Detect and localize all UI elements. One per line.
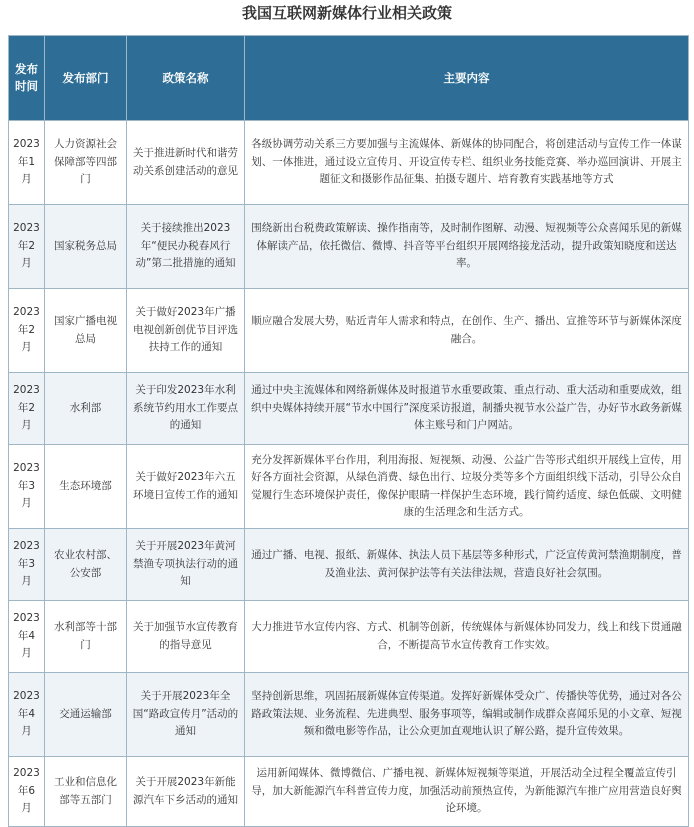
cell-dept: 水利部等十部门 bbox=[45, 601, 127, 673]
cell-content: 各级协调劳动关系三方要加强与主流媒体、新媒体的协同配合，将创建活动与宣传工作一体谋划、一体推进，通过设立宣传月、开设宣传专栏、组织业务技能竞赛、举办巡回演讲、开展主题征文和摄影作品征集、拍摄专题片、培育教育实践基地等方式 bbox=[245, 121, 689, 205]
cell-date: 2023年3月 bbox=[9, 445, 45, 529]
cell-dept: 工业和信息化部等五部门 bbox=[45, 757, 127, 827]
table-row bbox=[9, 673, 689, 757]
cell-dept: 水利部 bbox=[45, 373, 127, 445]
cell-policy-name: 关于印发2023年水利系统节约用水工作要点的通知 bbox=[127, 373, 245, 445]
cell-content: 通过中央主流媒体和网络新媒体及时报道节水重要政策、重点行动、重大活动和重要成效，组织中央媒体持续开展“节水中国行”深度采访报道，制播央视节水公益广告，办好节水政务新媒体主账号和门户网站。 bbox=[245, 373, 689, 445]
cell-content: 大力推进节水宣传内容、方式、机制等创新，传统媒体与新媒体协同发力，线上和线下贯通融合，不断提高节水宣传教育工作实效。 bbox=[245, 601, 689, 673]
cell-policy-name: 关于开展2023年新能源汽车下乡活动的通知 bbox=[127, 757, 245, 827]
cell-content: 充分发挥新媒体平台作用，利用海报、短视频、动漫、公益广告等形式组织开展线上宣传，用好各方面社会资源，从绿色消费、绿色出行、垃圾分类等多个方面组织线下活动，引导公众自觉履行生态环境保护责任，像保护眼睛一样保护生态环境，践行简约适度、绿色低碳、文明健康的生活理念和生活方式。 bbox=[245, 445, 689, 529]
cell-date: 2023年2月 bbox=[9, 289, 45, 373]
cell-date: 2023年6月 bbox=[9, 757, 45, 827]
table-row bbox=[9, 757, 689, 827]
cell-dept: 人力资源社会保障部等四部门 bbox=[45, 121, 127, 205]
cell-date: 2023年1月 bbox=[9, 121, 45, 205]
cell-date: 2023年3月 bbox=[9, 529, 45, 601]
table-row bbox=[9, 373, 689, 445]
cell-content: 通过广播、电视、报纸、新媒体、执法人员下基层等多种形式，广泛宣传黄河禁渔期制度，普及渔业法、黄河保护法等有关法律法规，营造良好社会氛围。 bbox=[245, 529, 689, 601]
cell-policy-name: 关于接续推出2023年“便民办税春风行动”第二批措施的通知 bbox=[127, 205, 245, 289]
cell-date: 2023年2月 bbox=[9, 205, 45, 289]
policy-table bbox=[8, 35, 689, 827]
header-content: 主要内容 bbox=[245, 36, 689, 121]
cell-content: 坚持创新思维，巩固拓展新媒体宣传渠道。发挥好新媒体受众广、传播快等优势，通过对各公路政策法规、业务流程、先进典型、服务事项等，编辑或制作成群众喜闻乐见的小文章、短视频和微电影等作品，让公众更加直观地认识了解公路，提升宣传效果。 bbox=[245, 673, 689, 757]
cell-date: 2023年2月 bbox=[9, 373, 45, 445]
table-row bbox=[9, 529, 689, 601]
cell-policy-name: 关于加强节水宣传教育的指导意见 bbox=[127, 601, 245, 673]
table-row bbox=[9, 289, 689, 373]
cell-policy-name: 关于开展2023年黄河禁渔专项执法行动的通知 bbox=[127, 529, 245, 601]
header-name: 政策名称 bbox=[127, 36, 245, 121]
cell-content: 运用新闻媒体、微博微信、广播电视、新媒体短视频等渠道，开展活动全过程全覆盖宣传引导，加大新能源汽车科普宣传力度，加强活动前预热宣传，为新能源汽车推广应用营造良好舆论环境。 bbox=[245, 757, 689, 827]
cell-policy-name: 关于做好2023年六五环境日宣传工作的通知 bbox=[127, 445, 245, 529]
table-header-row bbox=[9, 36, 689, 121]
cell-dept: 交通运输部 bbox=[45, 673, 127, 757]
header-date: 发布时间 bbox=[9, 36, 45, 121]
page-title: 我国互联网新媒体行业相关政策 bbox=[241, 4, 452, 22]
cell-date: 2023年4月 bbox=[9, 673, 45, 757]
table-row bbox=[9, 121, 689, 205]
cell-policy-name: 关于开展2023年全国“路政宣传月”活动的通知 bbox=[127, 673, 245, 757]
cell-dept: 国家税务总局 bbox=[45, 205, 127, 289]
header-dept: 发布部门 bbox=[45, 36, 127, 121]
cell-content: 顺应融合发展大势，贴近青年人需求和特点，在创作、生产、播出、宣推等环节与新媒体深度融合。 bbox=[245, 289, 689, 373]
cell-dept: 农业农村部、公安部 bbox=[45, 529, 127, 601]
cell-date: 2023年4月 bbox=[9, 601, 45, 673]
table-row bbox=[9, 601, 689, 673]
cell-content: 围绕新出台税费政策解读、操作指南等，及时制作图解、动漫、短视频等公众喜闻乐见的新媒体解读产品，依托微信、微博、抖音等平台组织开展网络接龙活动，提升政策知晓度和送达率。 bbox=[245, 205, 689, 289]
table-row bbox=[9, 205, 689, 289]
table-row bbox=[9, 445, 689, 529]
cell-dept: 生态环境部 bbox=[45, 445, 127, 529]
cell-dept: 国家广播电视总局 bbox=[45, 289, 127, 373]
cell-policy-name: 关于做好2023年广播电视创新创优节目评选扶持工作的通知 bbox=[127, 289, 245, 373]
cell-policy-name: 关于推进新时代和谐劳动关系创建活动的意见 bbox=[127, 121, 245, 205]
